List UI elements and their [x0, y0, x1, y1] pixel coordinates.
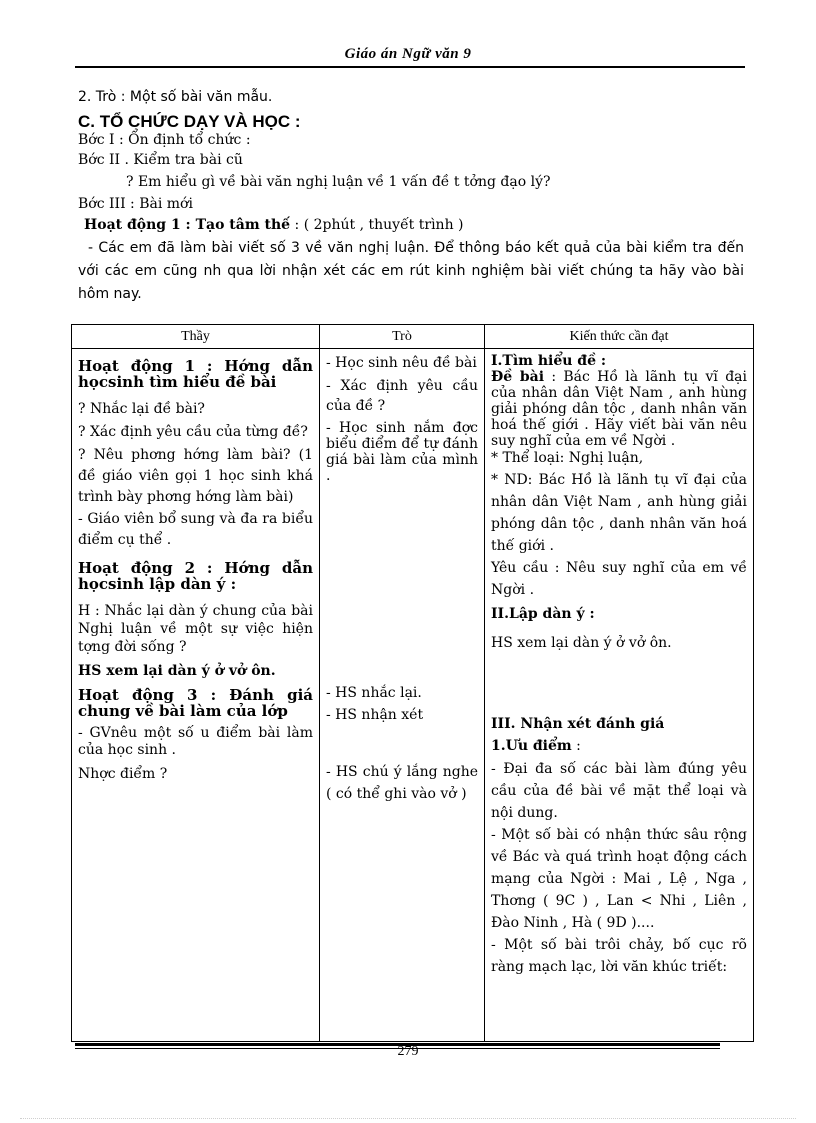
thay-h-line: H : Nhắc lại dàn ý chung của bài Nghị luận về một sự việc hiện tợng đời sống ? [78, 603, 313, 655]
header-kienthuc: Kiến thức cần đạt [485, 325, 754, 349]
activity-1-label: Hoạt động 1 : Tạo tâm thế [84, 217, 291, 233]
tro-t5: - HS nhận xét [326, 707, 424, 723]
tro-t6: - HS chú ý lắng nghe ( có thể ghi vào vở ) [326, 764, 478, 802]
kt-uudiem [491, 737, 747, 756]
bottom-dotted-line [20, 1118, 796, 1119]
column-tro [320, 349, 485, 1042]
tro-t2: - Xác định yêu cầu của đề ? [326, 378, 478, 414]
kt-point-3: - Một số bài trôi chảy, bố cục rõ ràng mạch lạc, lời văn khúc triết: [491, 937, 747, 975]
section-heading-c: C. TỔ CHỨC DẠY VÀ HỌC : [78, 112, 301, 131]
tro-t1: - Học sinh nêu đề bài [326, 355, 477, 371]
tro-t3: - Học sinh nắm đợc biểu điểm để tự đánh giá bài làm của mình . [326, 420, 478, 484]
page-number: 279 [397, 1044, 419, 1059]
kt-section-3-title: III. Nhận xét đánh giá [491, 716, 665, 732]
thay-q2: ? Xác định yêu cầu của từng đề? [78, 424, 308, 440]
thay-q4: - Giáo viên bổ sung và đa ra biểu điểm cụ thể . [78, 511, 313, 548]
kt-theloai: * Thể loại: Nghị luận, [491, 450, 644, 466]
kt-section-1-title: I.Tìm hiểu đề : [491, 353, 607, 369]
step-2-question: ? Em hiểu gì về bài văn nghị luận về 1 vấn đề t tởng đạo lý? [126, 174, 551, 190]
intro-line-tro: 2. Trò : Một số bài văn mẫu. [78, 89, 273, 105]
lesson-table [71, 324, 754, 1042]
kt-hs-xem: HS xem lại dàn ý ở vở ôn. [491, 635, 672, 651]
kt-uudiem-colon: : [571, 738, 581, 754]
column-kienthuc [485, 349, 754, 1042]
kt-uudiem-label: 1.Ưu điểm [491, 738, 572, 754]
kt-point-1: - Đại đa số các bài làm đúng yêu cầu của đề bài về mặt thể loại và nội dung. [491, 761, 747, 821]
thay-activity-3-title: Hoạt động 3 : Đánh giá chung về bài làm của lớp [78, 686, 313, 720]
header-tro: Trò [320, 325, 485, 349]
table-body-row [72, 349, 754, 1042]
kt-debai [491, 369, 747, 449]
kt-yeucau: Yêu cầu : Nêu suy nghĩ của em về Ngời . [491, 560, 747, 598]
kt-debai-label: Đề bài [491, 369, 545, 385]
header-rule [75, 66, 745, 68]
intro-paragraph-text: - Các em đã làm bài viết số 3 về văn nghị luận. Để thông báo kết quả của bài kiểm tra đến với các em cũng nh qua lời nhận xét các em rút kinh nghiệm bài viết chúng ta hãy vào bài hôm nay. [78, 240, 744, 302]
page-header-title: Giáo án Ngữ văn 9 [344, 46, 472, 62]
thay-nhuoc: Nhợc điểm ? [78, 766, 168, 782]
kt-section-2-title: II.Lập dàn ý : [491, 606, 595, 622]
thay-hs-xem: HS xem lại dàn ý ở vở ôn. [78, 663, 276, 679]
activity-1-detail: : ( 2phút , thuyết trình ) [290, 217, 464, 233]
step-3: Bớc III : Bài mới [78, 196, 193, 212]
kt-debai-text: : Bác Hồ là lãnh tụ vĩ đại của nhân dân Việt Nam , anh hùng giải phóng dân tộc , danh nhân văn hoá thế giới . Hãy viết bài văn nêu suy nghĩ của em về Ngời . [491, 369, 747, 449]
thay-activity-1-title: Hoạt động 1 : Hớng dẫn họcsinh tìm hiểu đề bài [78, 357, 313, 391]
header-thay: Thầy [72, 325, 320, 349]
kt-nd: * ND: Bác Hồ là lãnh tụ vĩ đại của nhân dân Việt Nam , anh hùng giải phóng dân tộc , danh nhân văn hoá thế giới . [491, 472, 747, 554]
table-header-row [72, 325, 754, 349]
step-2: Bớc II . Kiểm tra bài cũ [78, 152, 243, 168]
column-thay [72, 349, 320, 1042]
thay-q1: ? Nhắc lại đề bài? [78, 401, 205, 417]
thay-activity-2-title: Hoạt động 2 : Hớng dẫn họcsinh lập dàn ý : [78, 559, 313, 593]
kt-point-2: - Một số bài có nhận thức sâu rộng về Bác và quá trình hoạt động cách mạng của Ngời : Mai , Lệ , Nga , Thơng ( 9C ) , Lan < Nhi , Liên , Đào Ninh , Hà ( 9D ).... [491, 827, 747, 931]
thay-gv-line: - GVnêu một số u điểm bài làm của học sinh . [78, 725, 313, 758]
tro-t4: - HS nhắc lại. [326, 685, 422, 701]
activity-1-intro [84, 216, 464, 234]
thay-q3: ? Nêu phơng hớng làm bài? (1 đề giáo viên gọi 1 học sinh khá trình bày phơng hớng làm bài) [78, 447, 313, 505]
step-1: Bớc I : Ổn định tổ chức : [78, 132, 251, 148]
intro-paragraph [78, 237, 744, 306]
